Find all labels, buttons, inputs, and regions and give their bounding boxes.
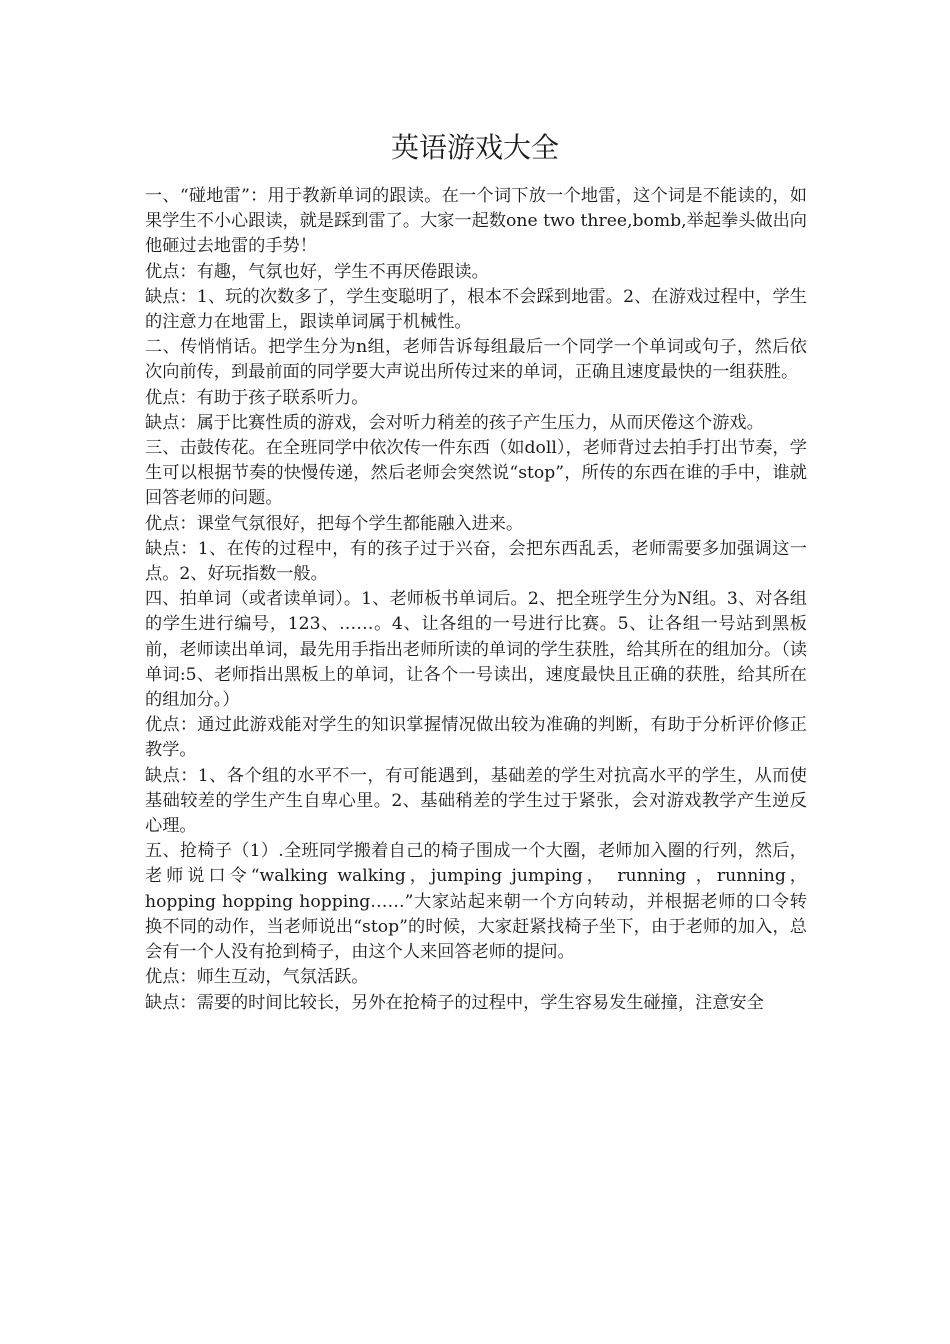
document-title: 英语游戏大全 xyxy=(390,131,559,164)
document-body xyxy=(145,184,807,1016)
paragraph-pros-3: 优点：课堂气氛很好，把每个学生都能融入进来。 xyxy=(145,513,524,534)
paragraph-pros-5: 优点：师生互动，气氛活跃。 xyxy=(145,967,369,988)
paragraph-game-5: 五、抢椅子（1）.全班同学搬着自己的椅子围成一个大圈，老师加入圈的行列，然后，老师说口令“walking walking，jumping jumping， running ，running，hopping hopping hopping……”大家站起来朝一个方向转动，并根据老师的口令转换不同的动作，当老师说出“stop”的时候，大家赶紧找椅子坐下，由于老师的加入，总会有一个人没有抢到椅子，由这个人来回答老师的提问。 xyxy=(145,841,807,963)
paragraph-cons-1: 缺点：1、玩的次数多了，学生变聪明了，根本不会踩到地雷。2、在游戏过程中，学生的注意力在地雷上，跟读单词属于机械性。 xyxy=(145,286,807,333)
paragraph-cons-3: 缺点：1、在传的过程中，有的孩子过于兴奋，会把东西乱丢，老师需要多加强调这一点。2、好玩指数一般。 xyxy=(145,538,807,585)
paragraph-game-4: 四、拍单词（或者读单词）。1、老师板书单词后。2、把全班学生分为N组。3、对各组的学生进行编号，123、……。4、让各组的一号进行比赛。5、让各组一号站到黑板前，老师读出单词，最先用手指出老师所读的单词的学生获胜，给其所在的组加分。（读单词:5、老师指出黑板上的单词，让各个一号读出，速度最快且正确的获胜，给其所在的组加分。） xyxy=(145,589,807,711)
paragraph-game-3: 三、击鼓传花。在全班同学中依次传一件东西（如doll），老师背过去拍手打出节奏，学生可以根据节奏的快慢传递，然后老师会突然说“stop”，所传的东西在谁的手中，谁就回答老师的问题。 xyxy=(145,438,807,509)
paragraph-pros-2: 优点：有助于孩子联系听力。 xyxy=(145,387,369,408)
paragraph-cons-4: 缺点：1、各个组的水平不一，有可能遇到，基础差的学生对抗高水平的学生，从而使基础较差的学生产生自卑心里。2、基础稍差的学生过于紧张，会对游戏教学产生逆反心理。 xyxy=(145,765,807,837)
paragraph-pros-1: 优点：有趣，气氛也好，学生不再厌倦跟读。 xyxy=(145,261,489,282)
paragraph-pros-4: 优点：通过此游戏能对学生的知识掌握情况做出较为准确的判断，有助于分析评价修正教学。 xyxy=(145,715,807,761)
paragraph-game-1: 一、“碰地雷”：用于教新单词的跟读。在一个词下放一个地雷，这个词是不能读的，如果学生不小心跟读，就是踩到雷了。大家一起数one two three,bomb,举起拳头做出向他砸过去地雷的手势！ xyxy=(145,186,807,257)
paragraph-cons-2: 缺点：属于比赛性质的游戏，会对听力稍差的孩子产生压力，从而厌倦这个游戏。 xyxy=(145,412,764,433)
paragraph-game-2: 二、传悄悄话。把学生分为n组，老师告诉每组最后一个同学一个单词或句子，然后依次向前传，到最前面的同学要大声说出所传过来的单词，正确且速度最快的一组获胜。 xyxy=(145,337,807,383)
paragraph-cons-5: 缺点：需要的时间比较长，另外在抢椅子的过程中，学生容易发生碰撞，注意安全 xyxy=(145,992,764,1013)
